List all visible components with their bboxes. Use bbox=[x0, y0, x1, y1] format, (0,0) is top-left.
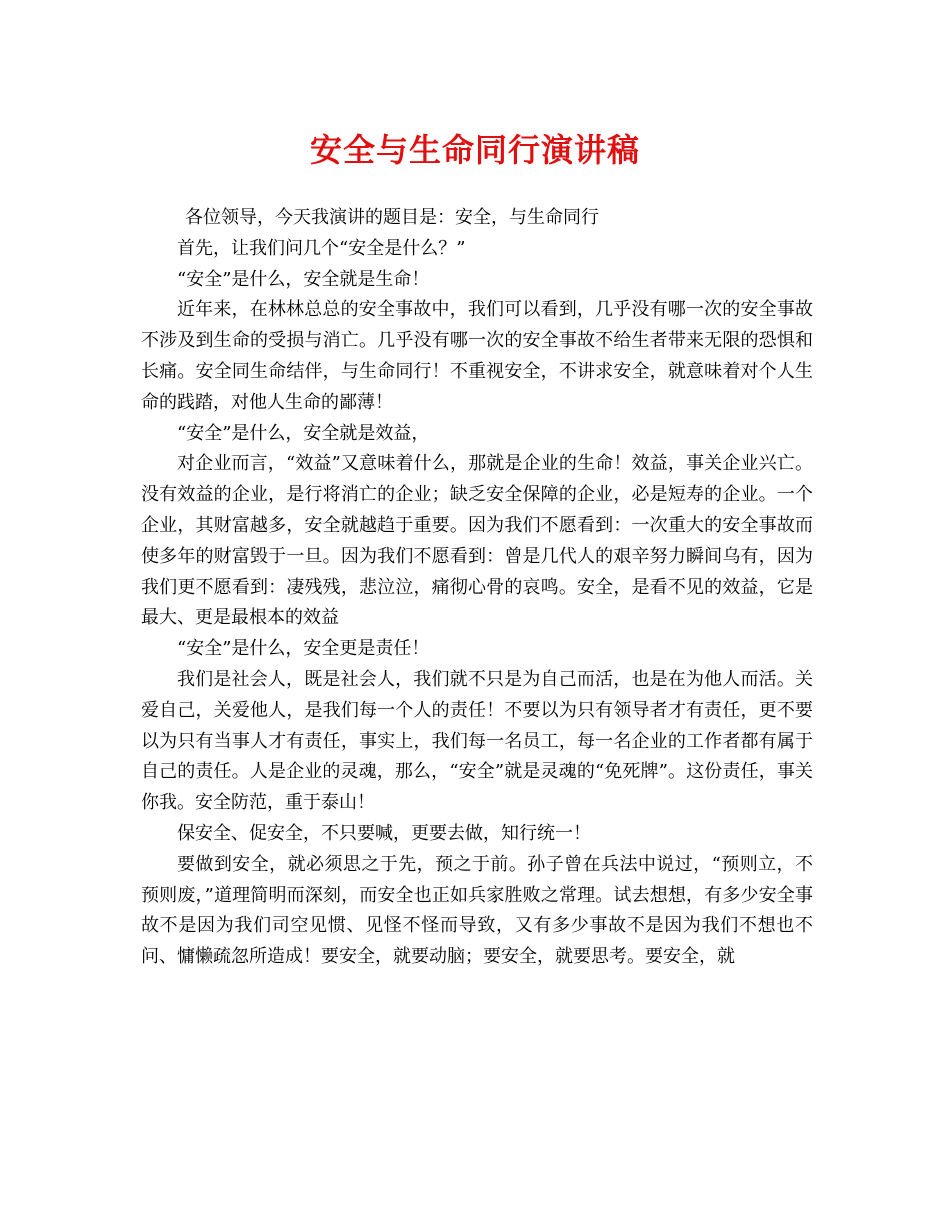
paragraph: “安全”是什么，安全更是责任！ bbox=[177, 638, 430, 660]
paragraph: 近年来，在林林总总的安全事故中，我们可以看到，几乎没有哪一次的安全事故不涉及到生命的受损与消亡。几乎没有哪一次的安全事故不给生者带来无限的恐惧和长痛。安全同生命结伴，与生命同行！不重视安全，不讲求安全，就意味着对个人生命的践踏，对他人生命的鄙薄！ bbox=[141, 299, 813, 413]
paragraph: “安全”是什么，安全就是效益， bbox=[177, 422, 430, 444]
paragraph: “安全”是什么，安全就是生命！ bbox=[177, 268, 430, 290]
paragraph: 我们是社会人，既是社会人，我们就不只是为自己而活，也是在为他人而活。关爱自己，关爱他人，是我们每一个人的责任！不要以为只有领导者才有责任，更不要以为只有当事人才有责任，事实上，我们每一名员工，每一名企业的工作者都有属于自己的责任。人是企业的灵魂，那么，“安全”就是灵魂的“免死牌”。这份责任，事关你我。安全防范，重于泰山！ bbox=[141, 668, 813, 814]
paragraph: 保安全、促安全，不只要喊，更要去做，知行统一！ bbox=[177, 822, 591, 844]
document-body bbox=[141, 203, 813, 973]
paragraph: 首先，让我们问几个“安全是什么？” bbox=[177, 237, 466, 259]
document-title: 安全与生命同行演讲稿 bbox=[309, 131, 640, 169]
paragraph: 要做到安全，就必须思之于先，预之于前。孙子曾在兵法中说过，“预则立，不预则废，”道理简明而深刻，而安全也正如兵家胜败之常理。试去想想，有多少安全事故不是因为我们司空见惯、见怪不怪而导致，又有多少事故不是因为我们不想也不问、慵懒疏忽所造成！要安全，就要动脑；要安全，就要思考。要安全，就 bbox=[141, 853, 813, 968]
paragraph: 对企业而言，“效益”又意味着什么，那就是企业的生命！效益，事关企业兴亡。没有效益的企业，是行将消亡的企业；缺乏安全保障的企业，必是短寿的企业。一个企业，其财富越多，安全就越趋于重要。因为我们不愿看到：一次重大的安全事故而使多年的财富毁于一旦。因为我们不愿看到：曾是几代人的艰辛努力瞬间乌有，因为我们更不愿看到：凄残残，悲泣泣，痛彻心骨的哀鸣。安全，是看不见的效益，它是最大、更是最根本的效益 bbox=[141, 453, 813, 629]
paragraph: 各位领导，今天我演讲的题目是：安全，与生命同行 bbox=[185, 207, 599, 228]
